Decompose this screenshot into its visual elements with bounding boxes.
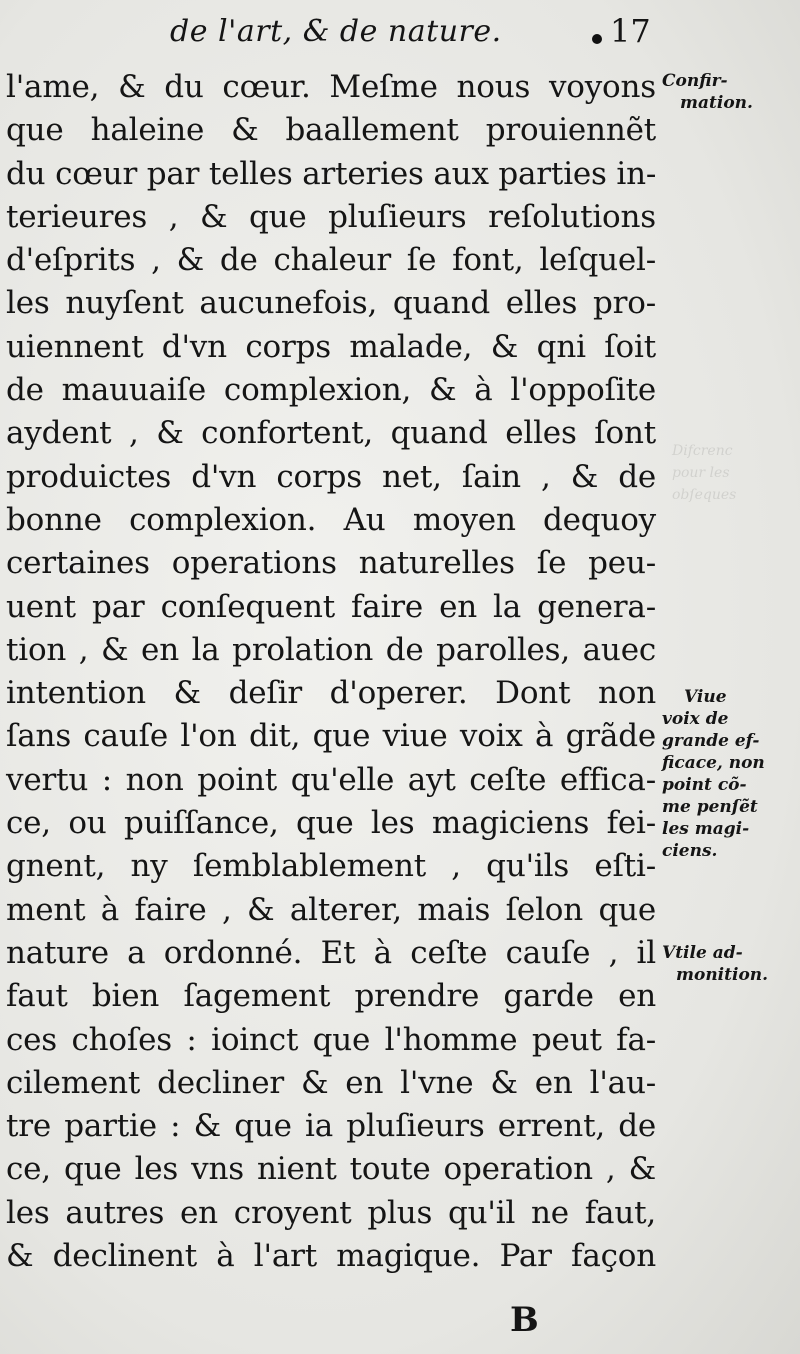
- text-line: nature a ordonné. Et à ceſte cauſe , il: [6, 934, 656, 971]
- text-line: vertu : non point qu'elle ayt ceſte effica-: [6, 761, 656, 798]
- margin-note-line: mation.: [680, 93, 753, 113]
- text-line: cilement decliner & en l'vne & en l'au-: [6, 1064, 656, 1101]
- margin-note-line: Viue: [684, 687, 727, 707]
- body-text: [6, 66, 656, 1278]
- text-line: que haleine & baallement prouiennẽt: [6, 112, 656, 149]
- margin-note-line: voix de: [662, 709, 729, 729]
- text-line: certaines operations naturelles ſe peu-: [6, 545, 656, 582]
- text-line: l'ame, & du cœur. Meſme nous voyons: [6, 69, 656, 105]
- text-line: uent par conſequent faire en la genera-: [6, 588, 656, 625]
- text-line: du cœur par telles arteries aux parties in-: [6, 155, 657, 192]
- text-line: produictes d'vn corps net, ſain , & de: [6, 458, 656, 495]
- margin-note-line: Confir-: [662, 71, 728, 91]
- text-line: tre partie : & que ia pluſieurs errent, de: [6, 1108, 656, 1145]
- text-line: ces choſes : ioinct que l'homme peut fa-: [6, 1021, 656, 1058]
- text-line: & declinent à l'art magique. Par façon: [6, 1238, 656, 1275]
- text-line: les nuyſent aucunefois, quand elles pro-: [6, 285, 656, 322]
- show-through-text: Difcrenc pour les obſeques: [672, 443, 737, 503]
- margin-note-line: point cõ-: [662, 775, 747, 795]
- page-number: 17: [610, 12, 651, 50]
- margin-note-confirmation: [662, 70, 794, 114]
- text-line: uiennent d'vn corps malade, & qni ſoit: [6, 328, 656, 365]
- text-line: ce, ou puiſſance, que les magiciens fei-: [6, 805, 656, 842]
- margin-note-viue-voix: [662, 686, 794, 862]
- margin-note-line: grande ef-: [662, 731, 760, 751]
- text-line: d'eſprits , & de chaleur ſe font, leſquel-: [6, 242, 656, 279]
- ink-dot: [592, 34, 602, 44]
- text-line: intention & deſir d'operer. Dont non: [6, 675, 656, 712]
- margin-note-line: Vtile ad-: [662, 943, 743, 963]
- margin-note-line: me penſẽt: [662, 797, 758, 817]
- text-line: les autres en croyent plus qu'il ne faut,: [6, 1194, 656, 1231]
- margin-note-line: les magi-: [662, 819, 750, 839]
- text-line: bonne complexion. Au moyen dequoy: [6, 501, 656, 538]
- text-line: gnent, ny ſemblablement , qu'ils eſti-: [6, 848, 656, 885]
- margin-note-line: ficace, non: [662, 753, 765, 773]
- text-line: de mauuaiſe complexion, & à l'oppoſite: [6, 372, 656, 409]
- margin-note-line: monition.: [676, 965, 769, 985]
- text-line: ment à faire , & alterer, mais ſelon que: [6, 891, 656, 928]
- signature-mark: B: [510, 1300, 539, 1340]
- text-line: faut bien ſagement prendre garde en: [6, 978, 656, 1015]
- margin-note-vtile-admonition: [662, 942, 794, 986]
- text-line: terieures , & que pluſieurs reſolutions: [6, 198, 656, 235]
- running-head: de l'art, & de nature.: [170, 14, 502, 49]
- text-line: aydent , & confortent, quand elles ſont: [6, 415, 656, 452]
- text-line: ce, que les vns nient toute operation , &: [6, 1151, 656, 1188]
- text-line: ſans cauſe l'on dit, que viue voix à grãde: [6, 718, 656, 755]
- margin-note-line: ciens.: [662, 841, 718, 861]
- text-line: tion , & en la prolation de parolles, auec: [6, 631, 656, 668]
